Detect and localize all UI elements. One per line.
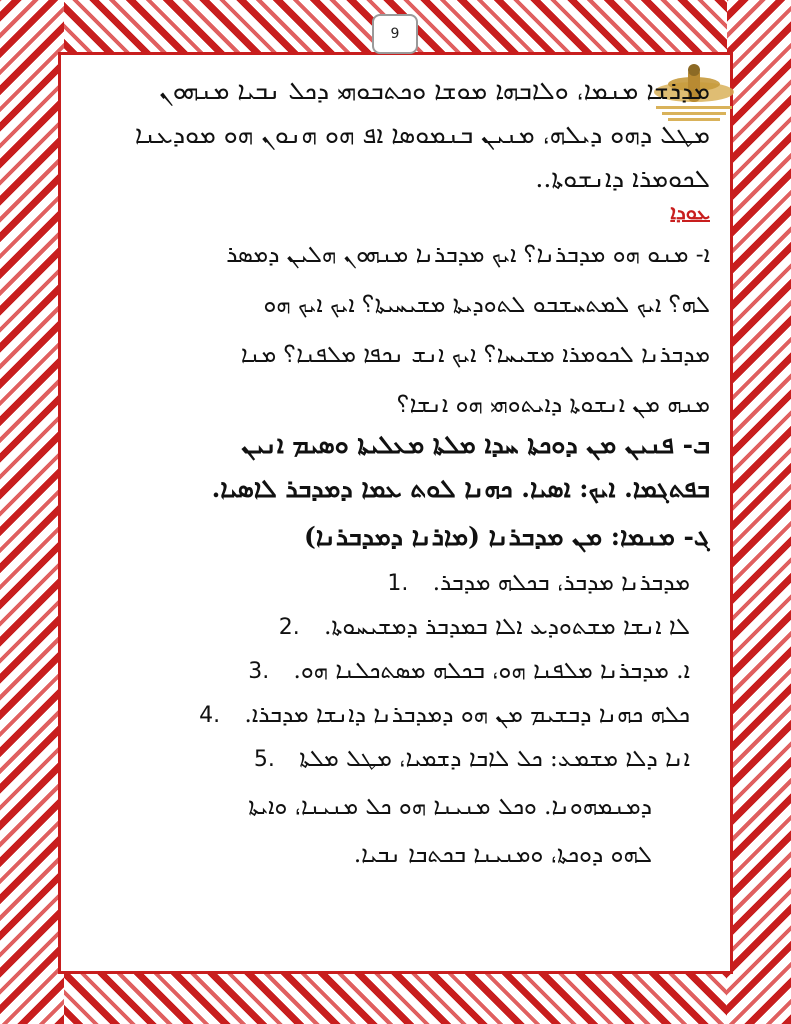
- paragraph-line: ܡܛܠ ܕܗܘ ܕܝܠܗ، ܡܢܝܢ ܒܢܡܘܣܐ ܐܦ ܗܘ ܗܢܘܢ ܗܘ ܡܘܕܥܢܐ: [134, 120, 710, 149]
- border-left: [0, 0, 64, 1024]
- document-body: [80, 70, 710, 970]
- list-number: 2.: [278, 615, 300, 640]
- list-item-text: ܡܕܒܪܢܐ ܡܕܒܪ، ܒܟܠܗ ܡܕܒܪ.: [432, 570, 690, 596]
- list-number: 1.: [387, 571, 409, 596]
- exercise-b-line: ܒ- ܦܢܝܢ ܡܢ ܕܘܟܬܐ ܚܕܐ ܡܠܬܐ ܡܥܠܝܬܐ ܘܣܝܡ ܐܢܝܢ: [241, 430, 710, 459]
- question-line: ܐ- ܡܢܘ ܗܘ ܡܕܒܪܢܐ؟ ܐܝܟ ܡܕܒܪܢܐ ܡܢܗܘܢ ܗܠܝܢ ܕܡܣܪ: [226, 242, 710, 268]
- exercise-g-heading: ܓ- ܡܢܡܐ: ܡܢ ܡܕܒܪܢܐ (ܡܐܪܢܐ ܕܡܕܒܪܢܐ): [303, 522, 710, 551]
- list-number: 4.: [199, 703, 221, 728]
- list-item-text: ܠܐ ܐܢܫܐ ܡܫܬܘܕܥ ܐܠܐ ܒܡܕܒܪ ܕܡܫܝܚܘܬܐ.: [324, 614, 690, 640]
- list-item: [248, 658, 690, 684]
- paragraph-line: ܠܟܘܡܪܐ ܕܐܢܫܘܬܐ..: [535, 164, 710, 193]
- list-item-continuation: ܠܗܘ ܕܘܟܬܐ، ܘܡܢܝܢܐ ܒܟܬܒܐ ܢܒܝܐ.: [353, 842, 652, 868]
- paragraph-line: ܡܕܪܫܐ ܡܢܡܐ، ܘܠܐܒܗܐ ܡܘܫܐ ܘܟܬܒܘܗܝ ܕܟܠ ܢܒܝܐ ܡܢܗܘܢ: [159, 76, 710, 105]
- question-line: ܡܢܗ ܡܢ ܐܢܫܘܬܐ ܕܐܝܬܘܗܝ ܗܘ ܐܢܫܐ؟: [396, 392, 710, 418]
- question-line: ܠܗ؟ ܐܝܟ ܠܡܬܚܫܒܘ ܠܬܘܕܝܬܐ ܡܫܝܚܝܬܐ؟ ܐܝܟ ܐܝܟ ܗܘ: [263, 292, 710, 318]
- list-item: [199, 702, 690, 728]
- section-heading: ܥܘܕܐ: [670, 200, 710, 224]
- page-number: 9: [372, 14, 418, 54]
- question-line: ܡܕܒܪܢܐ ܠܟܘܡܪܐ ܡܫܝܚܐ؟ ܐܝܟ ܐܢܫ ܢܟܦܐ ܡܠܦܢܐ؟ ܡܢܐ: [240, 342, 710, 368]
- border-right: [727, 0, 791, 1024]
- list-item: [254, 746, 690, 772]
- exercise-b-line: ܒܦܬܓܡܐ. ܐܝܟ: ܐܣܝܐ. ܟܗܢܐ ܠܘܬ ܥܡܐ ܕܡܕܒܪ ܠܐܣܝܐ.: [211, 474, 710, 503]
- border-bottom: [0, 968, 791, 1024]
- list-item-text: ܐ. ܡܕܒܪܢܐ ܡܠܦܢܐ ܗܘ، ܒܟܠܗ ܡܣܬܟܠܢܐ ܗܘ.: [293, 658, 690, 684]
- list-item-text: ܐܢܐ ܕܠܐ ܡܫܡܥ: ܟܠ ܠܐܒܐ ܕܫܡܝܐ، ܡܛܠ ܡܠܬܐ: [299, 746, 690, 772]
- list-item: [387, 570, 690, 596]
- list-item: [279, 614, 690, 640]
- list-number: 5.: [253, 747, 275, 772]
- list-number: 3.: [248, 659, 270, 684]
- list-item-text: ܟܠܗ ܟܗܢܐ ܕܒܫܝܡ ܡܢ ܗܘ ܕܡܕܒܪܢܐ ܕܐܢܫܐ ܡܕܒܪܐ.: [244, 702, 690, 728]
- list-item-continuation: ܕܡܢܡܗܘܢܐ. ܘܟܠ ܡܢܝܢܐ ܗܘ ܟܠ ܡܢܝܢܐ، ܘܐܝܬܐ: [248, 794, 652, 820]
